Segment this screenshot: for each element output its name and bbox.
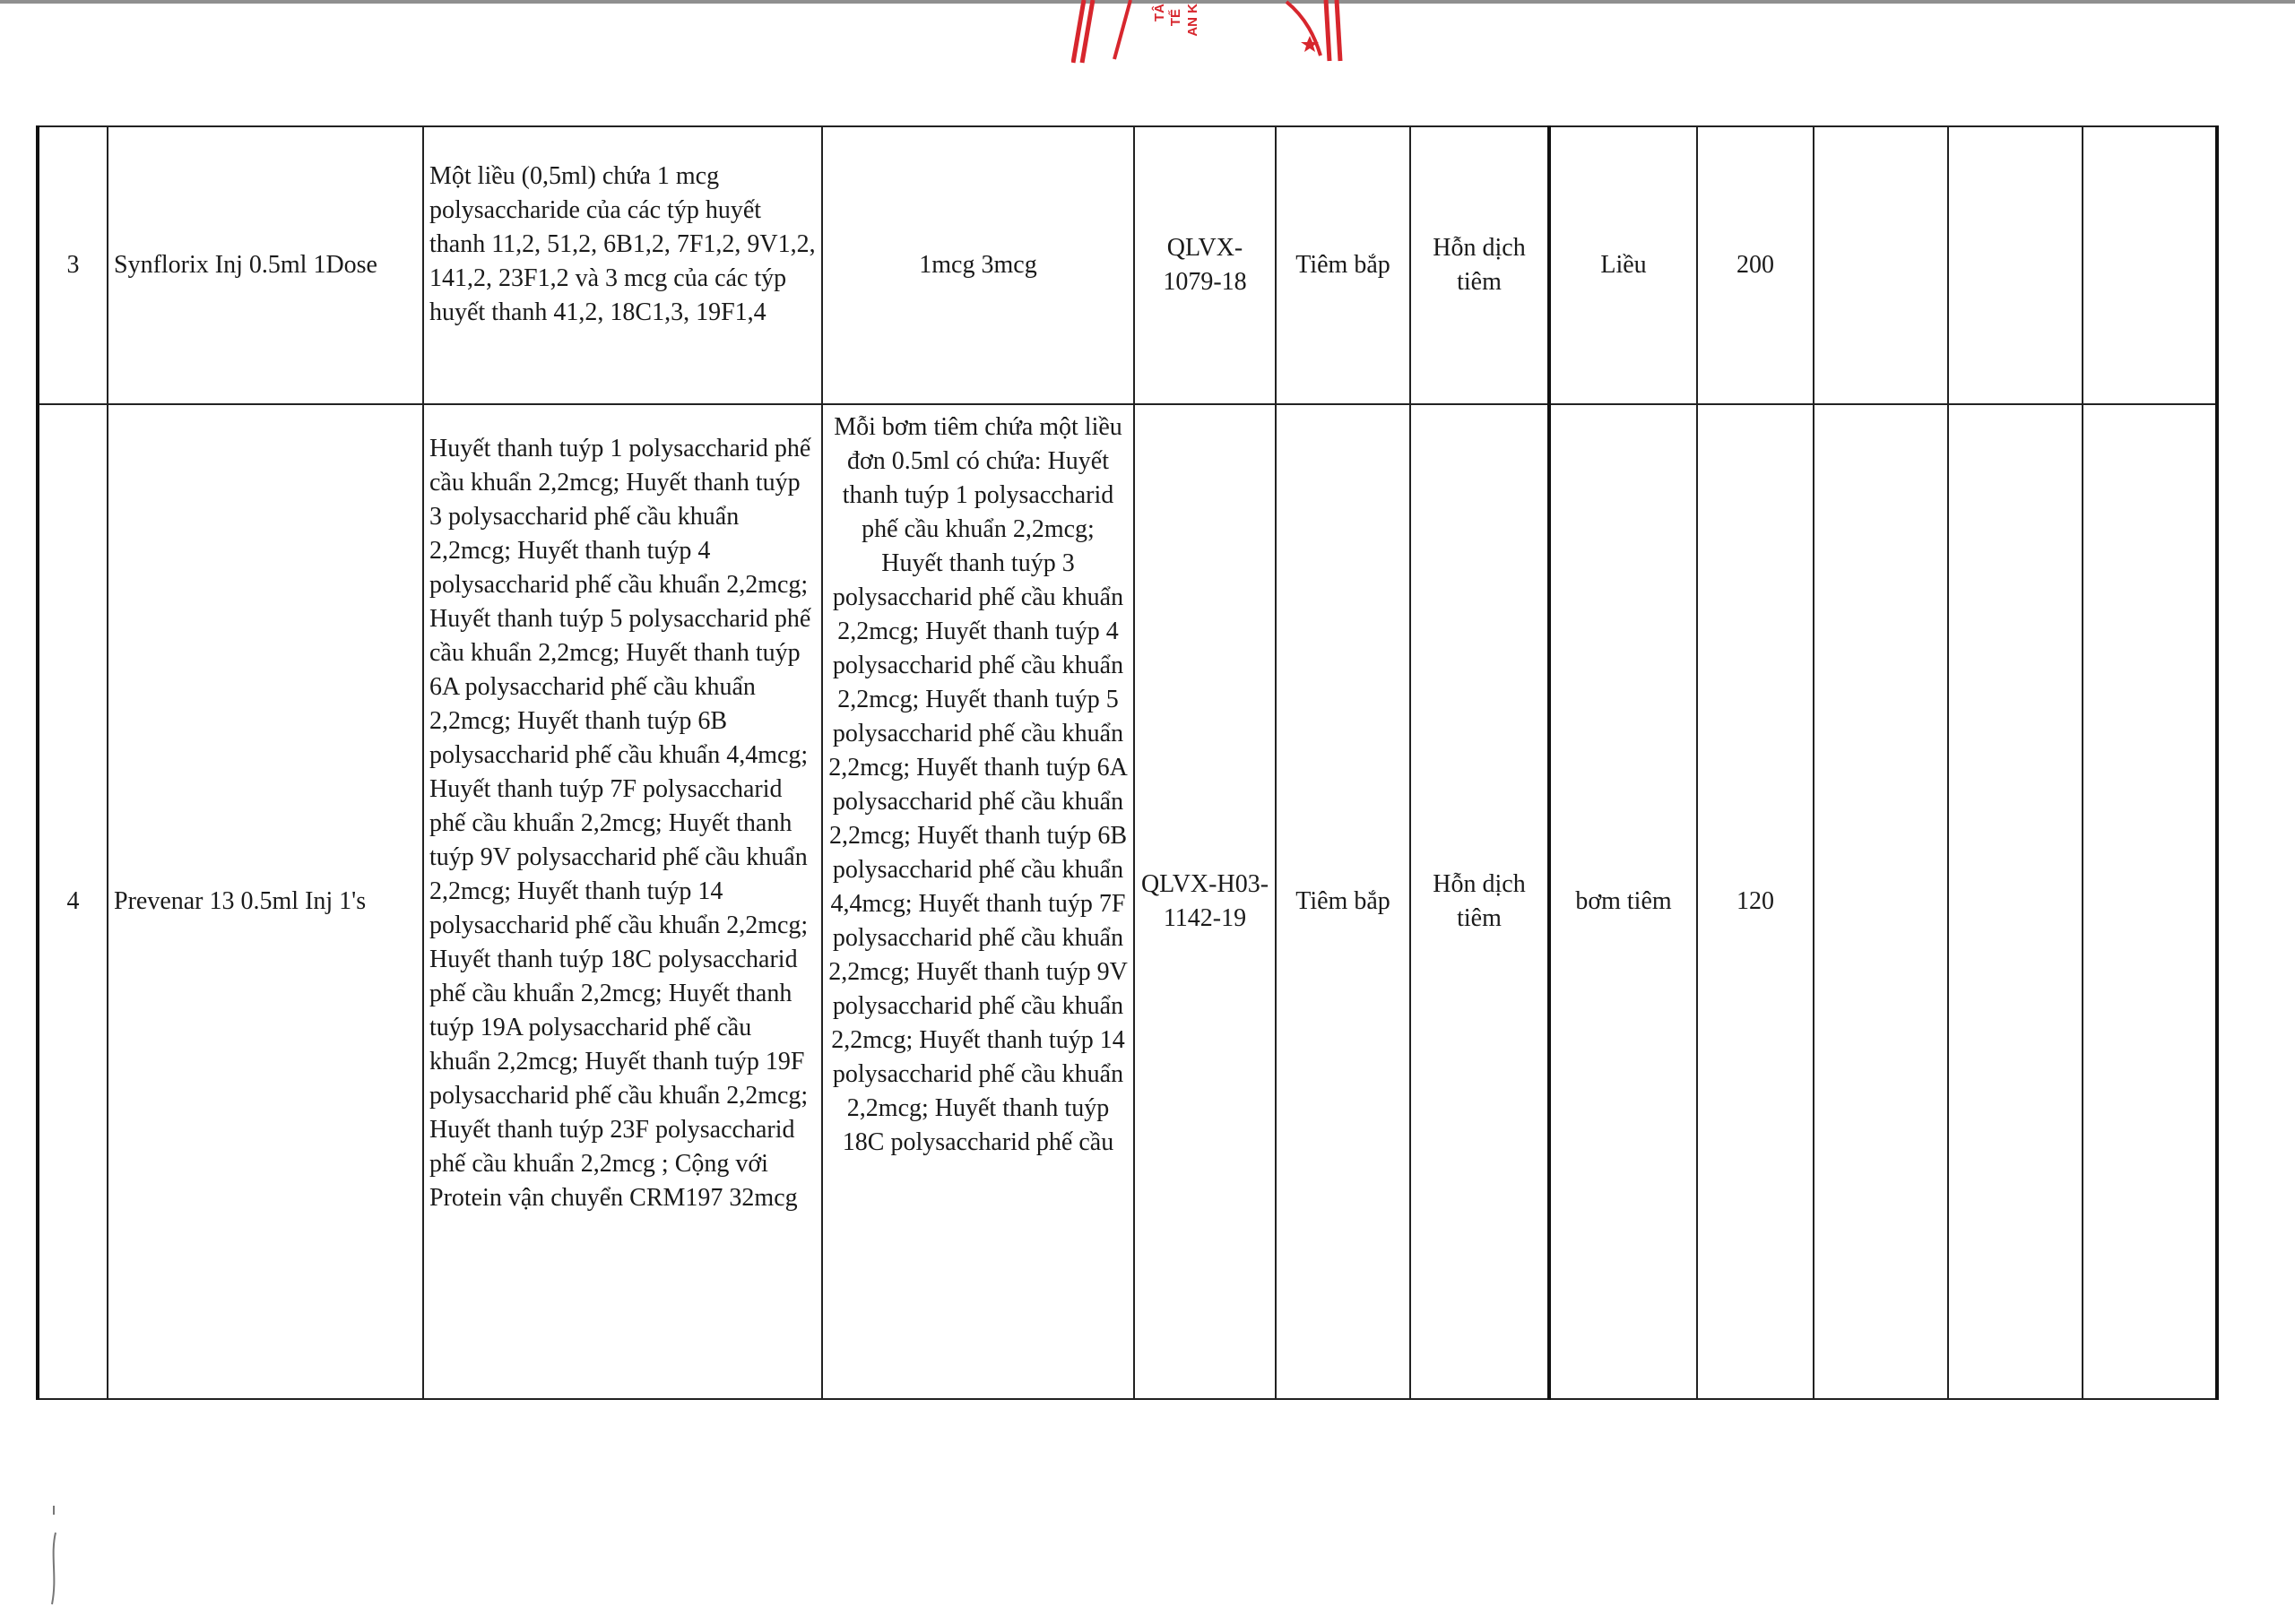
- concentration-cell: [822, 404, 1134, 1399]
- route-cell: Tiêm bắp: [1276, 404, 1410, 1399]
- seal-text-fragment: TÂ: [1152, 4, 1167, 22]
- concentration-cell: 1mcg 3mcg: [822, 126, 1134, 404]
- dosage-form-cell: Hỗn dịch tiêm: [1410, 404, 1549, 1399]
- empty-cell: [1948, 126, 2083, 404]
- product-name-cell: Prevenar 13 0.5ml Inj 1's: [108, 404, 423, 1399]
- empty-cell: [1814, 126, 1948, 404]
- registration-number-cell: QLVX-1079-18: [1134, 126, 1276, 404]
- empty-cell: [1948, 404, 2083, 1399]
- product-table: [36, 125, 2219, 1400]
- scan-mark-graphic: [47, 1506, 59, 1613]
- seal-text-fragment: TẾ: [1168, 9, 1183, 27]
- product-name-cell: Synflorix Inj 0.5ml 1Dose: [108, 126, 423, 404]
- unit-cell: bơm tiêm: [1549, 404, 1697, 1399]
- empty-cell: [1814, 404, 1948, 1399]
- ingredients-cell: Huyết thanh tuýp 1 polysaccharid phế cầu khuẩn 2,2mcg; Huyết thanh tuýp 3 polysaccharid phế cầu khuẩn 2,2mcg; Huyết thanh tuýp 4 polysaccharid phế cầu khuẩn 2,2mcg; Huyết thanh tuýp 5 polysaccharid phế cầu khuẩn 2,2mcg; Huyết thanh tuýp 6A polysaccharid phế cầu khuẩn 2,2mcg; Huyết thanh tuýp 6B polysaccharid phế cầu khuẩn 4,4mcg; Huyết thanh tuýp 7F polysaccharid phế cầu khuẩn 2,2mcg; Huyết thanh tuýp 9V polysaccharid phế cầu khuẩn 2,2mcg; Huyết thanh tuýp 14 polysaccharid phế cầu khuẩn 2,2mcg; Huyết thanh tuýp 18C polysaccharid phế cầu khuẩn 2,2mcg; Huyết thanh tuýp 19A polysaccharid phế cầu khuẩn 2,2mcg; Huyết thanh tuýp 19F polysaccharid phế cầu khuẩn 2,2mcg; Huyết thanh tuýp 23F polysaccharid phế cầu khuẩn 2,2mcg ; Cộng với Protein vận chuyển CRM197 32mcg: [423, 404, 822, 1399]
- red-seal-stamp: [1071, 0, 1349, 65]
- registration-number-cell: QLVX-H03-1142-19: [1134, 404, 1276, 1399]
- concentration-text: Mỗi bơm tiêm chứa một liều đơn 0.5ml có chứa: Huyết thanh tuýp 1 polysaccharid phế cầu khuẩn 2,2mcg; Huyết thanh tuýp 3 polysaccharid phế cầu khuẩn 2,2mcg; Huyết thanh tuýp 4 polysaccharid phế cầu khuẩn 2,2mcg; Huyết thanh tuýp 5 polysaccharid phế cầu khuẩn 2,2mcg; Huyết thanh tuýp 6A polysaccharid phế cầu khuẩn 2,2mcg; Huyết thanh tuýp 6B polysaccharid phế cầu khuẩn 4,4mcg; Huyết thanh tuýp 7F polysaccharid phế cầu khuẩn 2,2mcg; Huyết thanh tuýp 9V polysaccharid phế cầu khuẩn 2,2mcg; Huyết thanh tuýp 14 polysaccharid phế cầu khuẩn 2,2mcg; Huyết thanh tuýp 18C polysaccharid phế cầu: [828, 413, 1128, 1156]
- quantity-cell: 200: [1697, 126, 1814, 404]
- row-index-cell: 4: [38, 404, 108, 1399]
- table-row: [38, 126, 2217, 404]
- table-row: [38, 404, 2217, 1399]
- quantity-cell: 120: [1697, 404, 1814, 1399]
- dosage-form-cell: Hỗn dịch tiêm: [1410, 126, 1549, 404]
- route-cell: Tiêm bắp: [1276, 126, 1410, 404]
- ingredients-cell: Một liều (0,5ml) chứa 1 mcg polysaccharide của các týp huyết thanh 11,2, 51,2, 6B1,2, 7F1,2, 9V1,2, 141,2, 23F1,2 và 3 mcg của các týp huyết thanh 41,2, 18C1,3, 19F1,4: [423, 126, 822, 404]
- empty-cell: [2083, 404, 2217, 1399]
- seal-text-fragment: AN K: [1185, 4, 1200, 37]
- seal-stamp-graphic: [1071, 0, 1349, 65]
- unit-cell: Liều: [1549, 126, 1697, 404]
- row-index-cell: 3: [38, 126, 108, 404]
- margin-scan-mark: [47, 1506, 59, 1613]
- empty-cell: [2083, 126, 2217, 404]
- product-table-container: [36, 125, 2219, 1400]
